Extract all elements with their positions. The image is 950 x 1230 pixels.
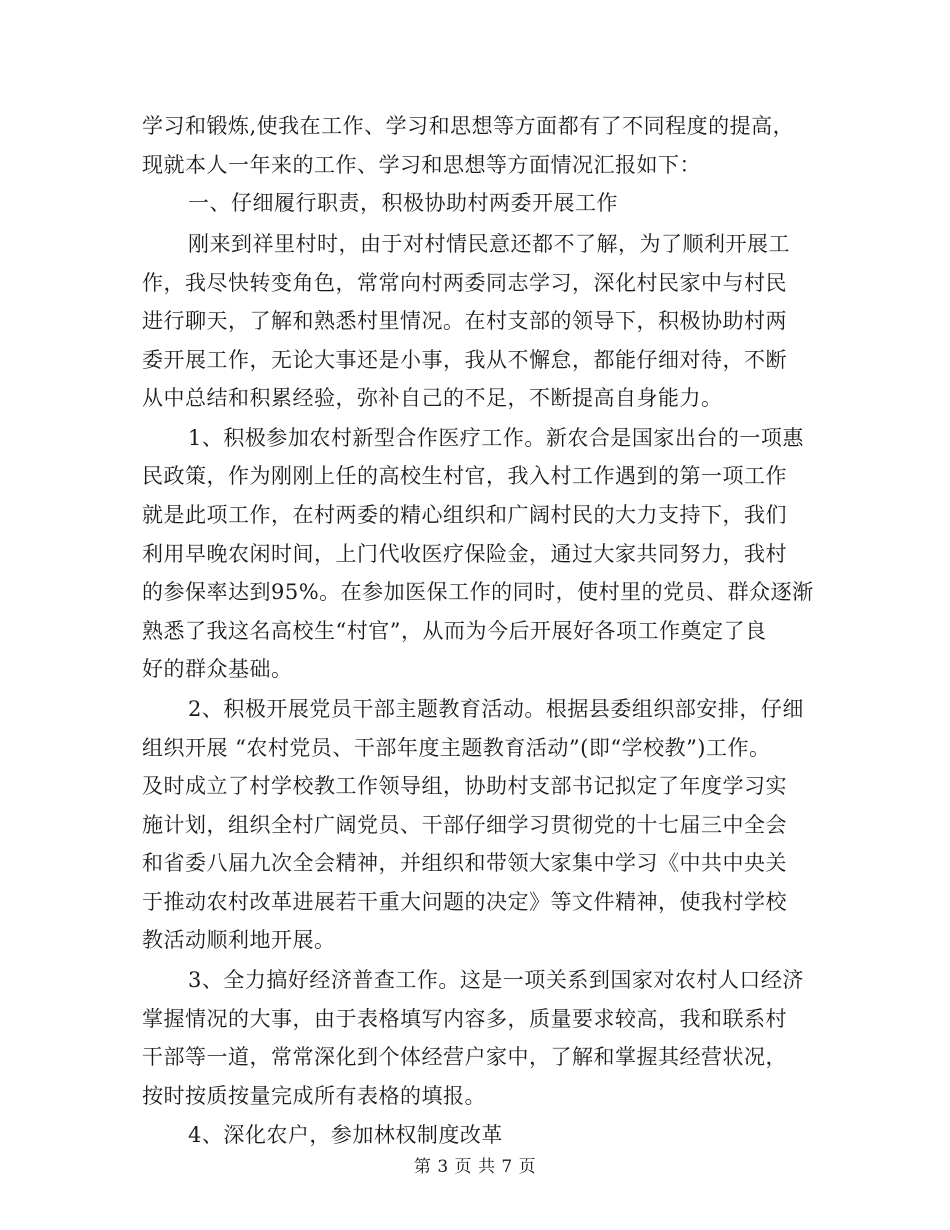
body-text-line: 3、全力搞好经济普查工作。这是一项关系到国家对农村人口经济 — [188, 968, 804, 992]
body-text-line: 现就本人一年来的工作、学习和思想等方面情况汇报如下： — [142, 153, 701, 177]
body-text-line: 教活动顺利地开展。 — [142, 928, 336, 952]
body-text-line: 的参保率达到95%。在参加医保工作的同时，使村里的党员、群众逐渐 — [142, 580, 814, 604]
body-text-line: 学习和锻炼,使我在工作、学习和思想等方面都有了不同程度的提高， — [142, 114, 795, 138]
body-text-line: 按时按质按量完成所有表格的填报。 — [142, 1084, 486, 1108]
body-text-line: 1、积极参加农村新型合作医疗工作。新农合是国家出台的一项惠 — [188, 426, 804, 450]
body-text-line: 4、深化农户，参加林权制度改革 — [188, 1123, 503, 1147]
body-text-line: 及时成立了村学校教工作领导组，协助村支部书记拟定了年度学习实 — [142, 774, 787, 798]
body-text-line: 从中总结和积累经验，弥补自己的不足，不断提高自身能力。 — [142, 386, 723, 410]
body-text-line: 干部等一道，常常深化到个体经营户家中，了解和掌握其经营状况， — [142, 1045, 787, 1069]
section-heading: 一、仔细履行职责，积极协助村两委开展工作 — [188, 191, 618, 215]
body-text-line: 就是此项工作，在村两委的精心组织和广阔村民的大力支持下，我们 — [142, 503, 787, 527]
page-number-footer: 第 3 页 共 7 页 — [413, 1157, 537, 1177]
body-text-line: 刚来到祥里村时，由于对村情民意还都不了解，为了顺利开展工 — [188, 232, 790, 256]
body-text-line: 作，我尽快转变角色，常常向村两委同志学习，深化村民家中与村民 — [142, 271, 787, 295]
body-text-line: 熟悉了我这名高校生“村官”，从而为今后开展好各项工作奠定了良 — [142, 619, 767, 643]
body-text-line: 委开展工作，无论大事还是小事，我从不懈怠，都能仔细对待，不断 — [142, 348, 787, 372]
body-text-line: 利用早晚农闲时间，上门代收医疗保险金，通过大家共同努力，我村 — [142, 542, 787, 566]
body-text-line: 进行聊天，了解和熟悉村里情况。在村支部的领导下，积极协助村两 — [142, 309, 787, 333]
body-text-line: 组织开展 “农村党员、干部年度主题教育活动”(即“学校教”)工作。 — [142, 736, 771, 760]
body-text-line: 施计划，组织全村广阔党员、干部仔细学习贯彻党的十七届三中全会 — [142, 813, 787, 837]
body-text-line: 掌握情况的大事，由于表格填写内容多，质量要求较高，我和联系村 — [142, 1007, 787, 1031]
body-text-line: 好的群众基础。 — [142, 657, 293, 681]
body-text-line: 和省委八届九次全会精神，并组织和带领大家集中学习《中共中央关 — [142, 851, 787, 875]
body-text-line: 2、积极开展党员干部主题教育活动。根据县委组织部安排，仔细 — [188, 697, 804, 721]
body-text-line: 民政策，作为刚刚上任的高校生村官，我入村工作遇到的第一项工作 — [142, 464, 787, 488]
body-text-line: 于推动农村改革进展若干重大问题的决定》等文件精神，使我村学校 — [142, 890, 787, 914]
